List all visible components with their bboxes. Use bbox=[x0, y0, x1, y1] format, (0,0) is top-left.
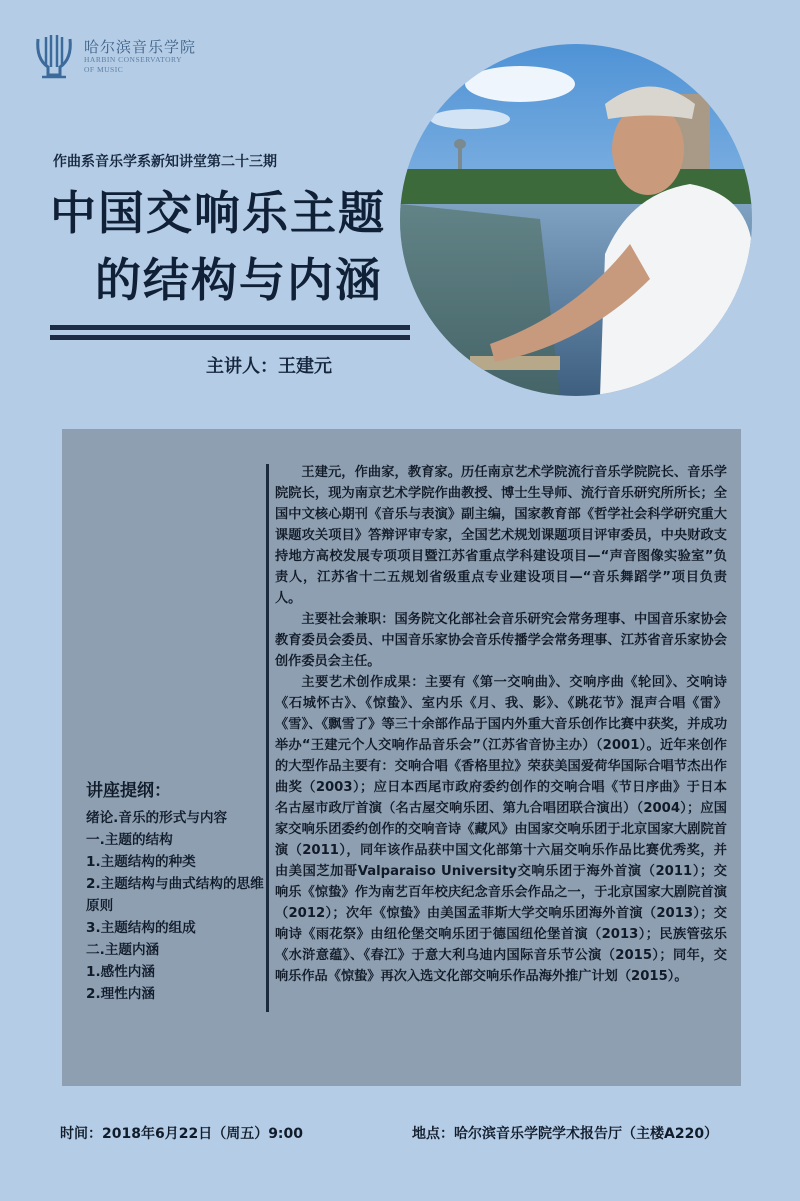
panel-divider bbox=[266, 464, 269, 1012]
outline-item: 2.主题结构与曲式结构的思维原则 bbox=[86, 876, 264, 914]
event-time: 时间：2018年6月22日（周五）9:00 bbox=[60, 1126, 304, 1142]
school-logo bbox=[34, 33, 284, 83]
outline-item: 2.理性内涵 bbox=[86, 986, 155, 1002]
title-rule-top bbox=[50, 325, 410, 330]
outline-item: 1.主题结构的种类 bbox=[86, 854, 196, 870]
title-line-2: 的结构与内涵 bbox=[95, 253, 383, 307]
title-rule-bottom bbox=[50, 335, 410, 340]
title-line-1: 中国交响乐主题 bbox=[50, 186, 386, 240]
outline-item: 1.感性内涵 bbox=[86, 964, 155, 980]
outline-item: 二.主题内涵 bbox=[86, 942, 160, 958]
school-name-en bbox=[84, 55, 182, 75]
speaker: 主讲人：王建元 bbox=[206, 356, 332, 377]
bio-paragraph: 主要艺术创作成果：主要有《第一交响曲》、交响序曲《轮回》、交响诗《石城怀古》、《惊蛰》、室内乐《月、我、影》、《跳花节》混声合唱《雷》《雪》、《飘雪了》等三十余部作品于国内外重大音乐创作比赛中获奖，并成功举办“王建元个人交响作品音乐会”（江苏省音协主办）（2001）。近年来创作的大型作品主要有：交响合唱《香格里拉》荣获美国爱荷华国际合唱节杰出作曲奖（2003）；应日本西尾市政府委约创作的交响合唱《节日序曲》于日本名古屋市政厅首演（名古屋交响乐团、第九合唱团联合演出）（2004）；应国家交响乐团委约创作的交响音诗《藏风》由国家交响乐团于北京国家大剧院首演（2011），同年该作品获中国文化部第十六届交响乐作品比赛优秀奖，并由美国芝加哥Valparaiso University交响乐团于海外首演（2011）；交响乐《惊蛰》作为南艺百年校庆纪念音乐会作品之一，于北京国家大剧院首演（2012）；次年《惊蛰》由美国孟菲斯大学交响乐团海外首演（2013）；交响诗《雨花祭》由纽伦堡交响乐团于德国纽伦堡首演（2013）；民族管弦乐《水浒意蕴》、《春江》于意大利乌迪内国际音乐节公演（2015）；同年，交响乐作品《惊蛰》再次入选文化部交响乐作品海外推广计划（2015）。 bbox=[275, 675, 727, 984]
school-name-cn: 哈尔滨音乐学院 bbox=[84, 38, 197, 56]
outline-heading: 讲座提纲： bbox=[86, 781, 171, 801]
bio-paragraph: 王建元，作曲家，教育家。历任南京艺术学院流行音乐学院院长、音乐学院院长，现为南京艺术学院作曲教授、博士生导师、流行音乐研究所所长；全国中文核心期刊《音乐与表演》副主编，国家教育部《哲学社会科学研究重大课题攻关项目》答辩评审专家，全国艺术规划课题项目评审委员，中央财政支持地方高校发展专项项目暨江苏省重点学科建设项目—“声音图像实验室”负责人，江苏省十二五规划省级重点专业建设项目—“音乐舞蹈学”项目负责人。 bbox=[275, 465, 727, 606]
speaker-photo bbox=[400, 44, 752, 396]
lecture-series: 作曲系音乐学系新知讲堂第二十三期 bbox=[53, 154, 277, 170]
outline-item: 一.主题的结构 bbox=[86, 832, 173, 848]
school-name-en-line2: OF MUSIC bbox=[84, 65, 124, 74]
outline-item: 3.主题结构的组成 bbox=[86, 920, 196, 936]
outline-item: 绪论.音乐的形式与内容 bbox=[86, 810, 228, 826]
speaker-bio bbox=[275, 462, 727, 987]
lyre-icon bbox=[34, 33, 74, 79]
school-name-en-line1: HARBIN CONSERVATORY bbox=[84, 55, 183, 64]
bio-paragraph: 主要社会兼职：国务院文化部社会音乐研究会常务理事、中国音乐家协会教育委员会委员、中国音乐家协会音乐传播学会常务理事、江苏省音乐家协会创作委员会主任。 bbox=[275, 612, 727, 669]
lecture-outline bbox=[86, 779, 266, 1005]
event-location: 地点：哈尔滨音乐学院学术报告厅（主楼A220） bbox=[412, 1126, 719, 1142]
